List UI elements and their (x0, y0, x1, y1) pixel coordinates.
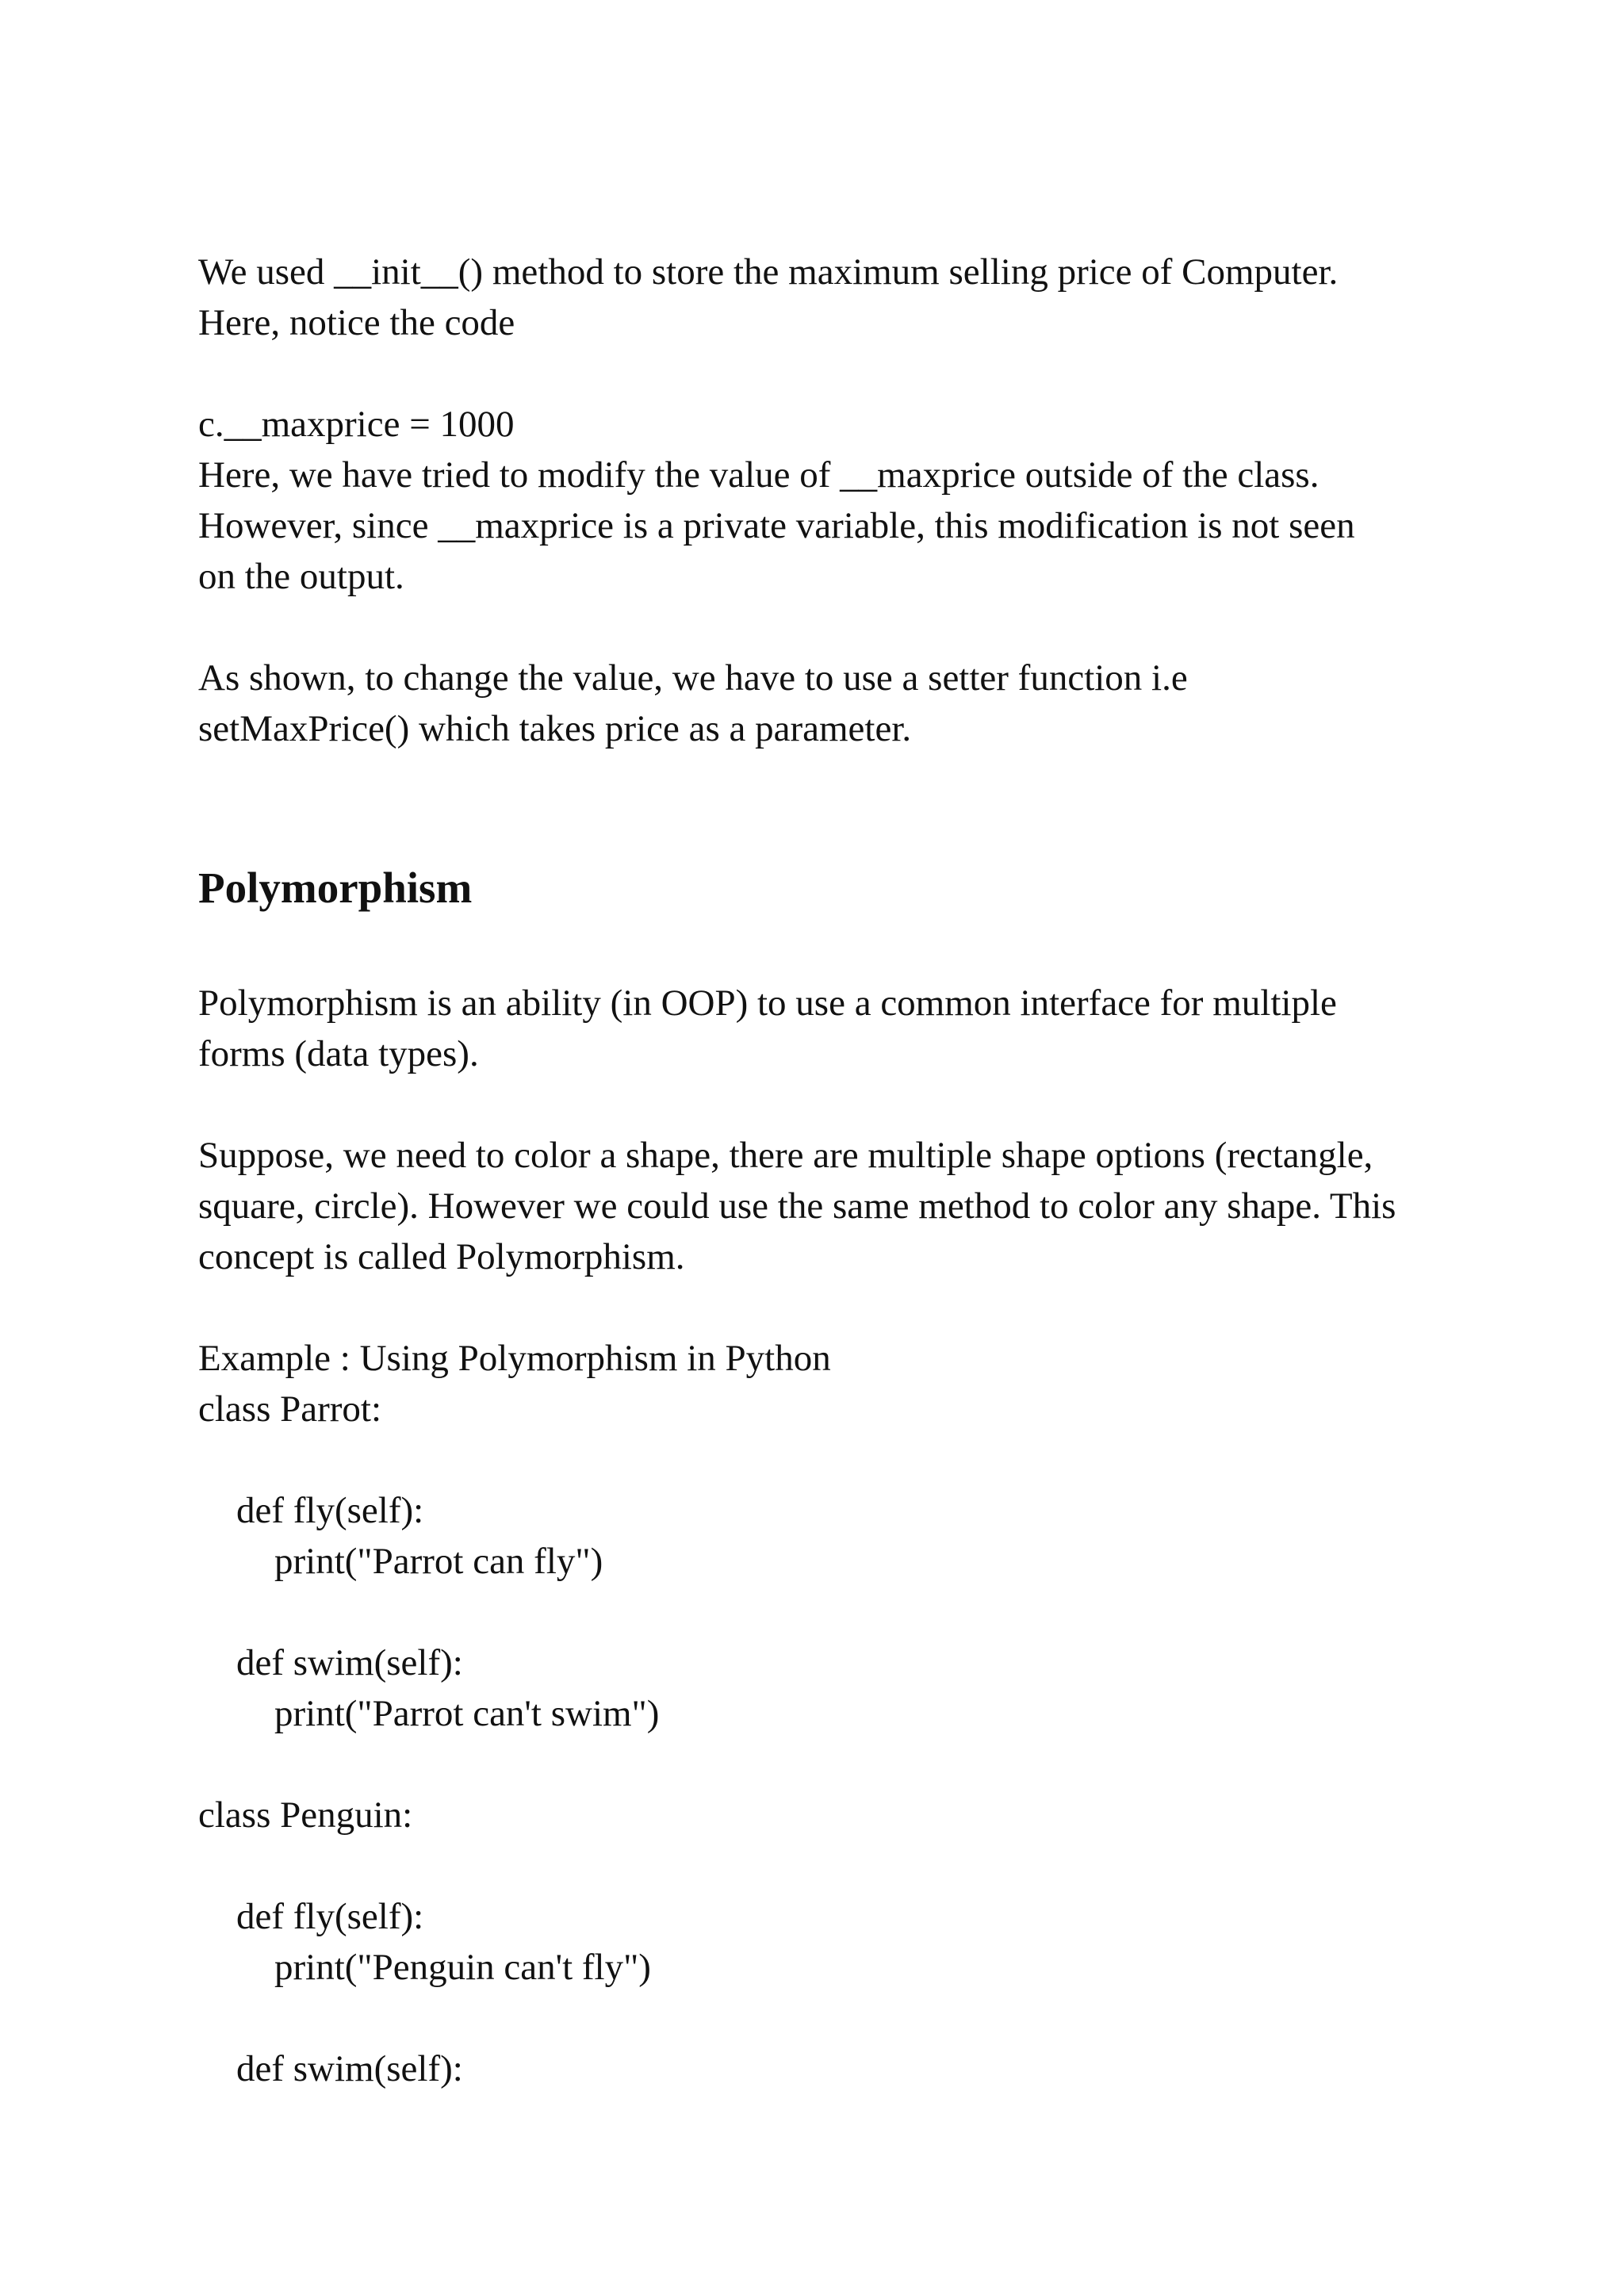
example-title: Example : Using Polymorphism in Python (198, 1338, 831, 1379)
definition-line-1: Polymorphism is an ability (in OOP) to use a common interface for multiple (198, 982, 1337, 1024)
explanation-line-1: Here, we have tried to modify the value of __maxprice outside of the class. (198, 454, 1320, 496)
code-parrot-fly-print: print("Parrot can fly") (274, 1541, 603, 1582)
code-penguin-class: class Penguin: (198, 1794, 413, 1836)
section-heading-polymorphism: Polymorphism (198, 864, 473, 912)
code-parrot-class: class Parrot: (198, 1388, 382, 1430)
explanation-line-2: However, since __maxprice is a private variable, this modification is not seen (198, 505, 1355, 546)
definition-line-2: forms (data types). (198, 1033, 479, 1074)
code-assign-line: c.__maxprice = 1000 (198, 404, 515, 445)
shape-example-line-2: square, circle). However we could use the same method to color any shape. This (198, 1185, 1396, 1227)
intro-line-1: We used __init__() method to store the maximum selling price of Computer. (198, 251, 1339, 293)
shape-example-line-3: concept is called Polymorphism. (198, 1236, 685, 1277)
code-parrot-swim-def: def swim(self): (236, 1642, 463, 1683)
shape-example-line-1: Suppose, we need to color a shape, there are multiple shape options (rectangle, (198, 1135, 1373, 1176)
setter-note-line-2: setMaxPrice() which takes price as a parameter. (198, 708, 912, 749)
code-parrot-swim-print: print("Parrot can't swim") (274, 1693, 660, 1734)
code-penguin-fly-def: def fly(self): (236, 1896, 424, 1937)
code-penguin-swim-def: def swim(self): (236, 2048, 463, 2089)
explanation-line-3: on the output. (198, 556, 404, 597)
intro-line-2: Here, notice the code (198, 302, 515, 343)
code-parrot-fly-def: def fly(self): (236, 1490, 424, 1531)
code-penguin-fly-print: print("Penguin can't fly") (274, 1947, 651, 1988)
setter-note-line-1: As shown, to change the value, we have to use a setter function i.e (198, 657, 1188, 699)
